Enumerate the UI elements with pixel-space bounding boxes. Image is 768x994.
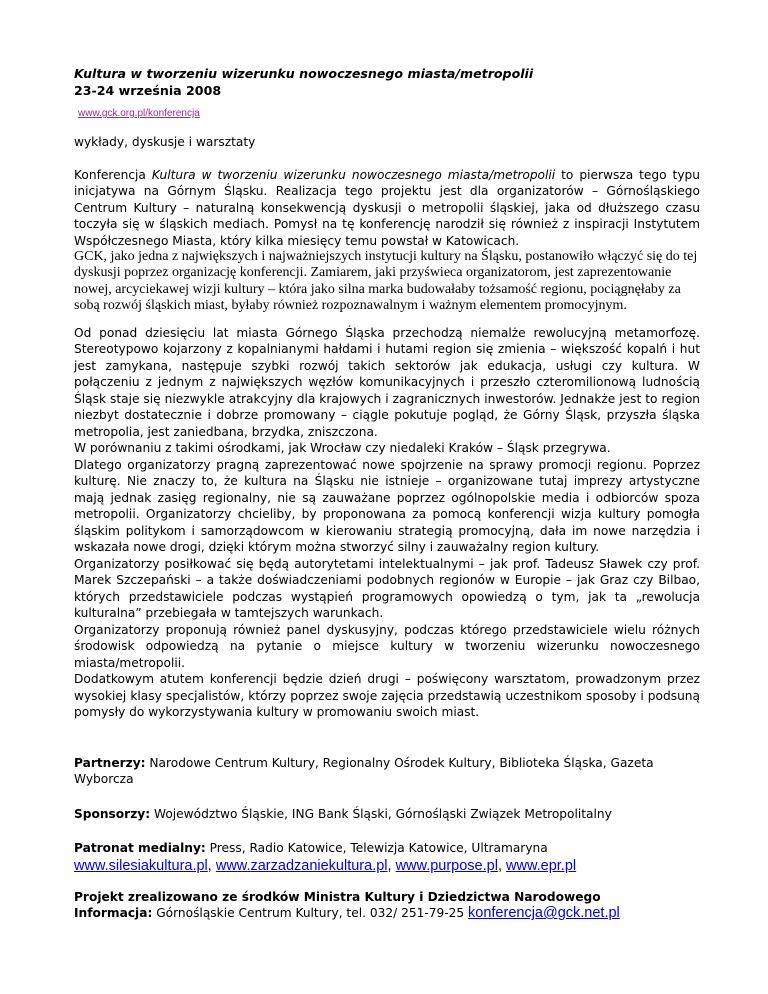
media-links: www.silesiakultura.pl, www.zarzadzaniekultura.pl, www.purpose.pl, www.epr.pl: [74, 857, 577, 874]
sponsors-label: Sponsorzy:: [74, 806, 151, 821]
partners-line: [74, 755, 700, 788]
purpose-link[interactable]: www.purpose.pl: [395, 857, 498, 874]
silesiakultura-link[interactable]: www.silesiakultura.pl: [74, 857, 208, 874]
info-line: [74, 905, 700, 922]
serif-paragraph: GCK, jako jedna z największych i najważniejszych instytucji kultury na Śląsku, postanowiło włączyć się do tej dyskusji poprzez organizację konferencji. Zamiarem, jaki przyświeca organizatorom, jest zaprezentowanie nowej, arcyciekawej wizji kultury – która jako silna marka budowałaby tożsamość regionu, pociągnęłaby za sobą rozwój śląskich miast, byłaby również rozpoznawalnym i ważnym elementem promocyjnym.: [74, 249, 698, 314]
intro-italic-title: Kultura w tworzeniu wizerunku nowoczesnego miasta/metropolii: [151, 167, 556, 182]
partners-label: Partnerzy:: [74, 755, 146, 770]
footer-section: [74, 721, 700, 922]
body-paragraph: Dodatkowym atutem konferencji będzie dzień drugi – poświęcony warsztatom, prowadzonym przez wysokiej klasy specjalistów, którzy poprzez swoje zajęcia przedstawią uczestnikom sposoby i podsuną pomysły do wykorzystywania kultury w promowaniu swoich miast.: [74, 672, 700, 720]
subtitle: wykłady, dyskusje i warsztaty: [74, 135, 256, 149]
sponsors-line: [74, 806, 700, 823]
sponsors-text: Województwo Śląskie, ING Bank Śląski, Górnośląski Związek Metropolitalny: [150, 806, 612, 821]
intro-rest: to pierwsza tego typu inicjatywa na Górnym Śląsku. Realizacja tego projektu jest dla organizatorów – Górnośląskiego Centrum Kultury – naturalną konsekwencją dyskusji o metropolii śląskiej, jaka od dłuższego czasu toczyła się w śląskich mediach. Pomysł na tę konferencję narodził się również z inspiracji Instytutem Współczesnego Miasta, który kilka miesięcy temu powstał w Katowicach.: [74, 167, 701, 248]
media-label: Patronat medialny:: [74, 841, 206, 856]
body-paragraph: Od ponad dziesięciu lat miasta Górnego Śląska przechodzą niemalże rewolucyjną metamorfozę. Stereotypowo kojarzony z kopalnianymi hałdami i hutami region się zmienia – większość kopalń i hut jest zamykana, następuje szybki rozwój takich sektorów jak edukacja, usługi czy kultura. W połączeniu z jednym z największych węzłów komunikacyjnych i przeszło czteromilionową ludnością Śląsk staje się niezwykle atrakcyjny dla krajowych i zagranicznych inwestorów. Jednakże jest to region niezbyt dostatecznie i dobrze promowany – ciągle pokutuje pogląd, że Górny Śląsk, przyszła śląska metropolia, jest zaniedbana, brzydka, zniszczona.: [74, 325, 700, 439]
intro-prefix: Konferencja: [74, 167, 152, 182]
partners-text: Narodowe Centrum Kultury, Regionalny Ośrodek Kultury, Biblioteka Śląska, Gazeta Wyborcza: [74, 755, 654, 787]
body-paragraph: Organizatorzy proponują również panel dyskusyjny, podczas którego przedstawiciele wielu różnych środowisk odpowiedzą na pytanie o miejsce kultury w tworzeniu wizerunku nowoczesnego miasta/metropolii.: [74, 622, 700, 670]
body-text: [74, 325, 700, 721]
email-link[interactable]: konferencja@gck.net.pl: [468, 905, 620, 922]
document-title: Kultura w tworzeniu wizerunku nowoczesnego miasta/metropolii: [74, 66, 534, 81]
media-text: Press, Radio Katowice, Telewizja Katowice, Ultramaryna: [205, 841, 548, 856]
document-page: [74, 66, 700, 922]
epr-link[interactable]: www.epr.pl: [506, 857, 577, 874]
intro-paragraph: [74, 167, 700, 250]
zarzadzaniekultura-link[interactable]: www.zarzadzaniekultura.pl: [215, 857, 388, 874]
media-line: [74, 840, 700, 857]
body-paragraph: W porównaniu z takimi ośrodkami, jak Wrocław czy niedaleki Kraków – Śląsk przegrywa.: [74, 441, 611, 456]
body-paragraph: Dlatego organizatorzy pragną zaprezentować nowe spojrzenie na sprawy promocji regionu. Poprzez kulturę. Nie znaczy to, że kultura na Śląsku nie istnieje – organizowane tutaj imprezy artystyczne mają jednak zasięg regionalny, nie są zauważane poprzez ogólnopolskie media i odbiorców spoza metropolii. Organizatorzy chcieliby, by proponowana za pomocą konferencji wizja kultury pomogła śląskim politykom i samorządowcom w kierowaniu strategią promocyjną, dała im nowe narzędzia i wskazała nowe drogi, dzięki którym można stworzyć silny i zauważalny region kultury.: [74, 457, 700, 555]
body-paragraph: Organizatorzy posiłkować się będą autorytetami intelektualnymi – jak prof. Tadeusz Sławek czy prof. Marek Szczepański – a także doświadczeniami podobnych regionów w Europie – jak Graz czy Bilbao, których przedstawiciele podczas wystąpień programowych opowiedzą o tym, jak ta „rewolucja kulturalna” przebiegała w tamtejszych warunkach.: [74, 556, 700, 621]
funding-line: Projekt zrealizowano ze środków Ministra Kultury i Dziedzictwa Narodowego: [74, 889, 601, 904]
info-text: Górnośląskie Centrum Kultury, tel. 032/ 251-79-25: [152, 906, 469, 921]
event-date: 23-24 września 2008: [74, 82, 222, 98]
conference-url-link[interactable]: www.gck.org.pl/konferencja: [78, 108, 200, 119]
info-label: Informacja:: [74, 906, 153, 921]
